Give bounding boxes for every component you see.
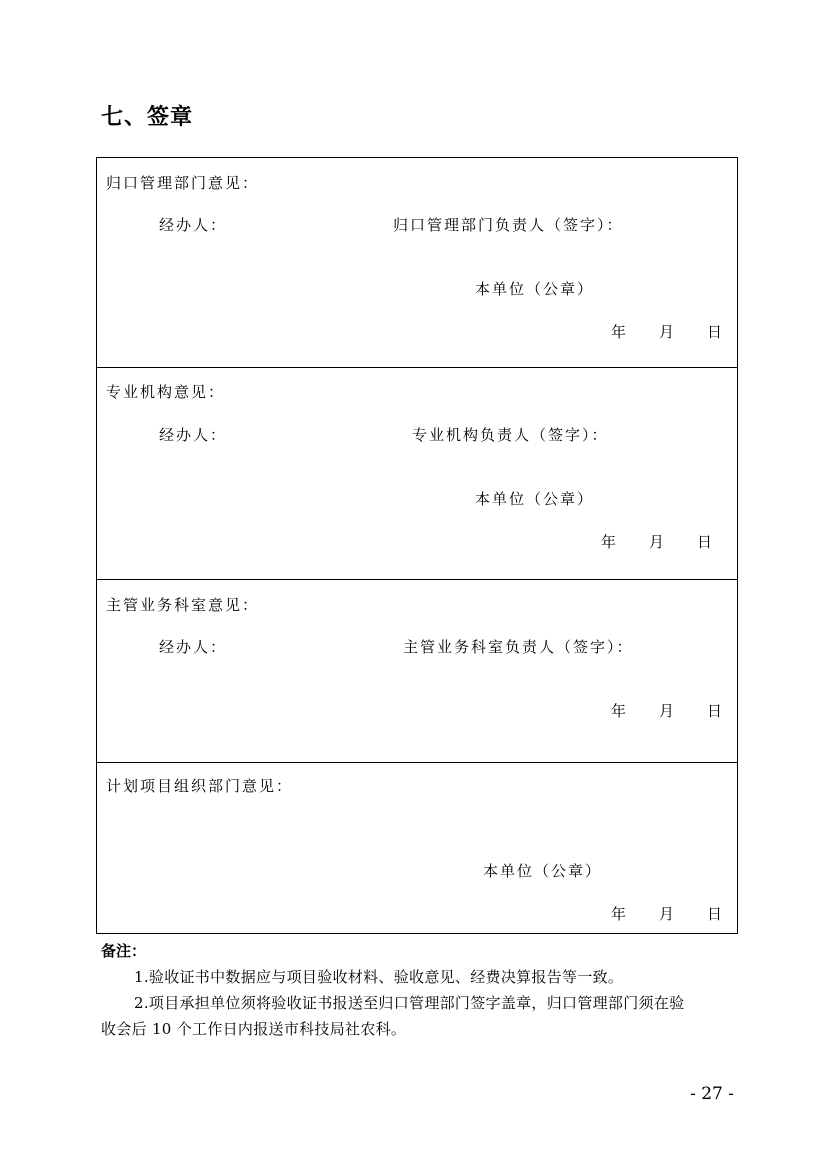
date-day: 日	[707, 323, 725, 341]
date-day: 日	[707, 702, 725, 720]
section-heading: 专业机构意见：	[106, 383, 226, 401]
responsible-signature-label: 归口管理部门负责人（签字）：	[393, 216, 624, 234]
date-day: 日	[707, 905, 725, 923]
date-month: 月	[649, 533, 667, 551]
date-line	[611, 700, 755, 721]
date-line	[611, 903, 755, 924]
note-2-line-2: 收会后 10 个工作日内报送市科技局社农科。	[101, 1020, 407, 1038]
page-number: - 27 -	[690, 1084, 734, 1104]
seal-label: 本单位（公章）	[475, 280, 595, 298]
signature-table	[96, 157, 738, 934]
handler-label: 经办人：	[159, 216, 228, 234]
responsible-signature-label: 主管业务科室负责人（签字）：	[403, 638, 634, 656]
date-month: 月	[659, 702, 677, 720]
date-line	[601, 531, 745, 552]
approval-section-business-office	[97, 580, 737, 763]
approval-section-professional-agency	[97, 368, 737, 580]
date-day: 日	[697, 533, 715, 551]
section-heading: 主管业务科室意见：	[106, 596, 260, 614]
note-1: 1.验收证书中数据应与项目验收材料、验收意见、经费决算报告等一致。	[134, 968, 624, 986]
date-year: 年	[601, 533, 619, 551]
date-line	[611, 321, 755, 342]
date-year: 年	[611, 323, 629, 341]
approval-section-management-dept	[97, 158, 737, 368]
approval-section-planning-dept	[97, 763, 737, 933]
date-month: 月	[659, 323, 677, 341]
section-title: 七、签章	[101, 104, 194, 130]
section-heading: 计划项目组织部门意见：	[106, 777, 294, 795]
notes-heading: 备注：	[101, 942, 147, 960]
handler-label: 经办人：	[159, 638, 228, 656]
section-heading: 归口管理部门意见：	[106, 174, 260, 192]
date-year: 年	[611, 905, 629, 923]
note-2-line-1: 2.项目承担单位须将验收证书报送至归口管理部门签字盖章，归口管理部门须在验	[134, 994, 685, 1012]
seal-label: 本单位（公章）	[475, 490, 595, 508]
seal-label: 本单位（公章）	[483, 862, 603, 880]
date-month: 月	[659, 905, 677, 923]
handler-label: 经办人：	[159, 426, 228, 444]
responsible-signature-label: 专业机构负责人（签字）：	[412, 426, 609, 444]
date-year: 年	[611, 702, 629, 720]
